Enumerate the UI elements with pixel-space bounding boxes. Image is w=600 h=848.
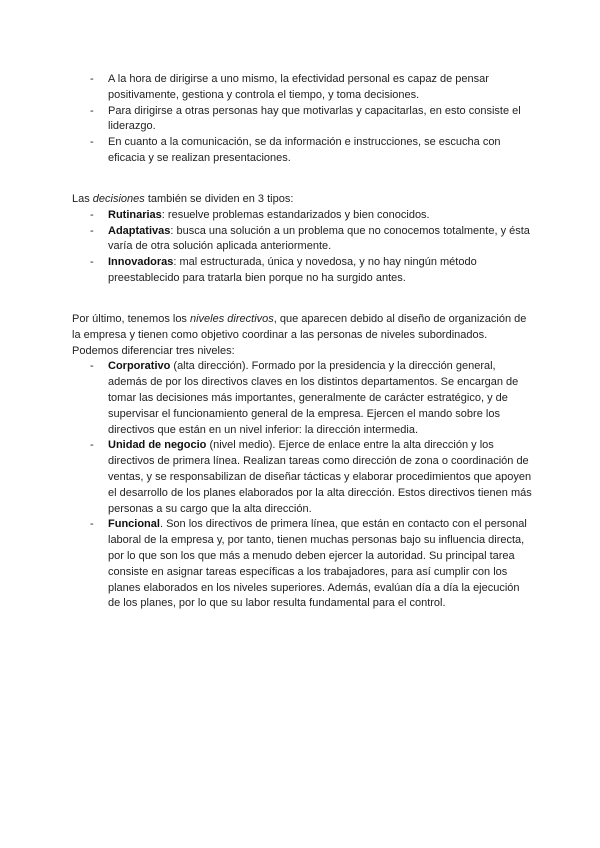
term: Corporativo [108,360,171,373]
list-item [72,255,532,287]
definition: (alta dirección). Formado por la presidencia y la dirección general, además de por los directivos claves en los distintos departamentos. Se encargan de tomar las decisiones más importantes, generalmente de carácter estratégico, y de supervisar el funcionamiento general de la empresa. Ejercen el mando sobre los directivos que están en un nivel inferior: la dirección intermedia. [108,360,519,436]
definition: . Son los directivos de primera línea, que están en contacto con el personal laboral de la empresa y, por tanto, tienen muchas personas bajo su influencia directa, por lo que son los que más a menudo deben ejercer la autoridad. Su principal tarea consiste en asignar tareas específicas a los trabajadores, para así cumplir con los planes elaborados en los niveles superiores. Además, evalúan día a día la ejecución de los planes, por lo que su labor resulta fundamental para el control. [108,518,527,610]
decisions-section [72,192,532,287]
list-item-text: En cuanto a la comunicación, se da información e instrucciones, se escucha con eficacia y se realizan presentaciones. [108,136,501,164]
decisions-list [72,208,532,287]
management-levels-section [72,312,532,612]
term: Funcional [108,518,160,531]
direction-types-list [72,72,532,167]
intro-emphasis: niveles directivos [190,313,274,325]
list-item [72,72,532,104]
definition: : resuelve problemas estandarizados y bien conocidos. [161,208,430,221]
direction-types-list-section [72,72,532,167]
levels-list [72,359,532,612]
definition: : mal estructurada, única y novedosa, y no hay ningún método preestablecido para tratarla bien porque no ha surgido antes. [108,256,477,284]
list-item [72,224,532,256]
term: Rutinarias [108,208,162,221]
list-item [72,438,532,517]
list-item-text: Para dirigirse a otras personas hay que motivarlas y capacitarlas, en esto consiste el liderazgo. [108,104,521,133]
list-item [72,135,532,167]
definition: : busca una solución a un problema que no conocemos totalmente, y ésta varía de otra solución aplicada anteriormente. [108,224,530,253]
term: Innovadoras [108,256,174,269]
intro-emphasis: decisiones [92,193,145,205]
list-item [72,208,532,224]
list-item-text: A la hora de dirigirse a uno mismo, la efectividad personal es capaz de pensar positivamente, gestiona y controla el tiempo, y toma decisiones. [108,73,489,101]
definition: (nivel medio). Ejerce de enlace entre la alta dirección y los directivos de primera línea. Realizan tareas como dirección de zona o coordinación de ventas, y se responsabilizan de diseñar tácticas y elaborar procedimientos que apoyen el desarrollo de los planes elaborados por la alta dirección. Estos directivos tienen más personas a su cargo que la alta dirección. [108,439,532,515]
decisions-intro [72,192,532,208]
intro-text: Las [72,193,93,205]
levels-intro [72,312,532,359]
list-item [72,104,532,136]
list-item [72,517,532,612]
term: Adaptativas [108,224,171,237]
intro-text: , que aparecen debido al diseño de organización de la empresa y tienen como objetivo coordinar a las personas de niveles subordinados. Podemos diferenciar tres niveles: [72,313,527,357]
intro-text: Por último, tenemos los [72,313,190,325]
term: Unidad de negocio [108,439,207,452]
intro-text: también se dividen en 3 tipos: [144,193,294,205]
list-item [72,359,532,438]
